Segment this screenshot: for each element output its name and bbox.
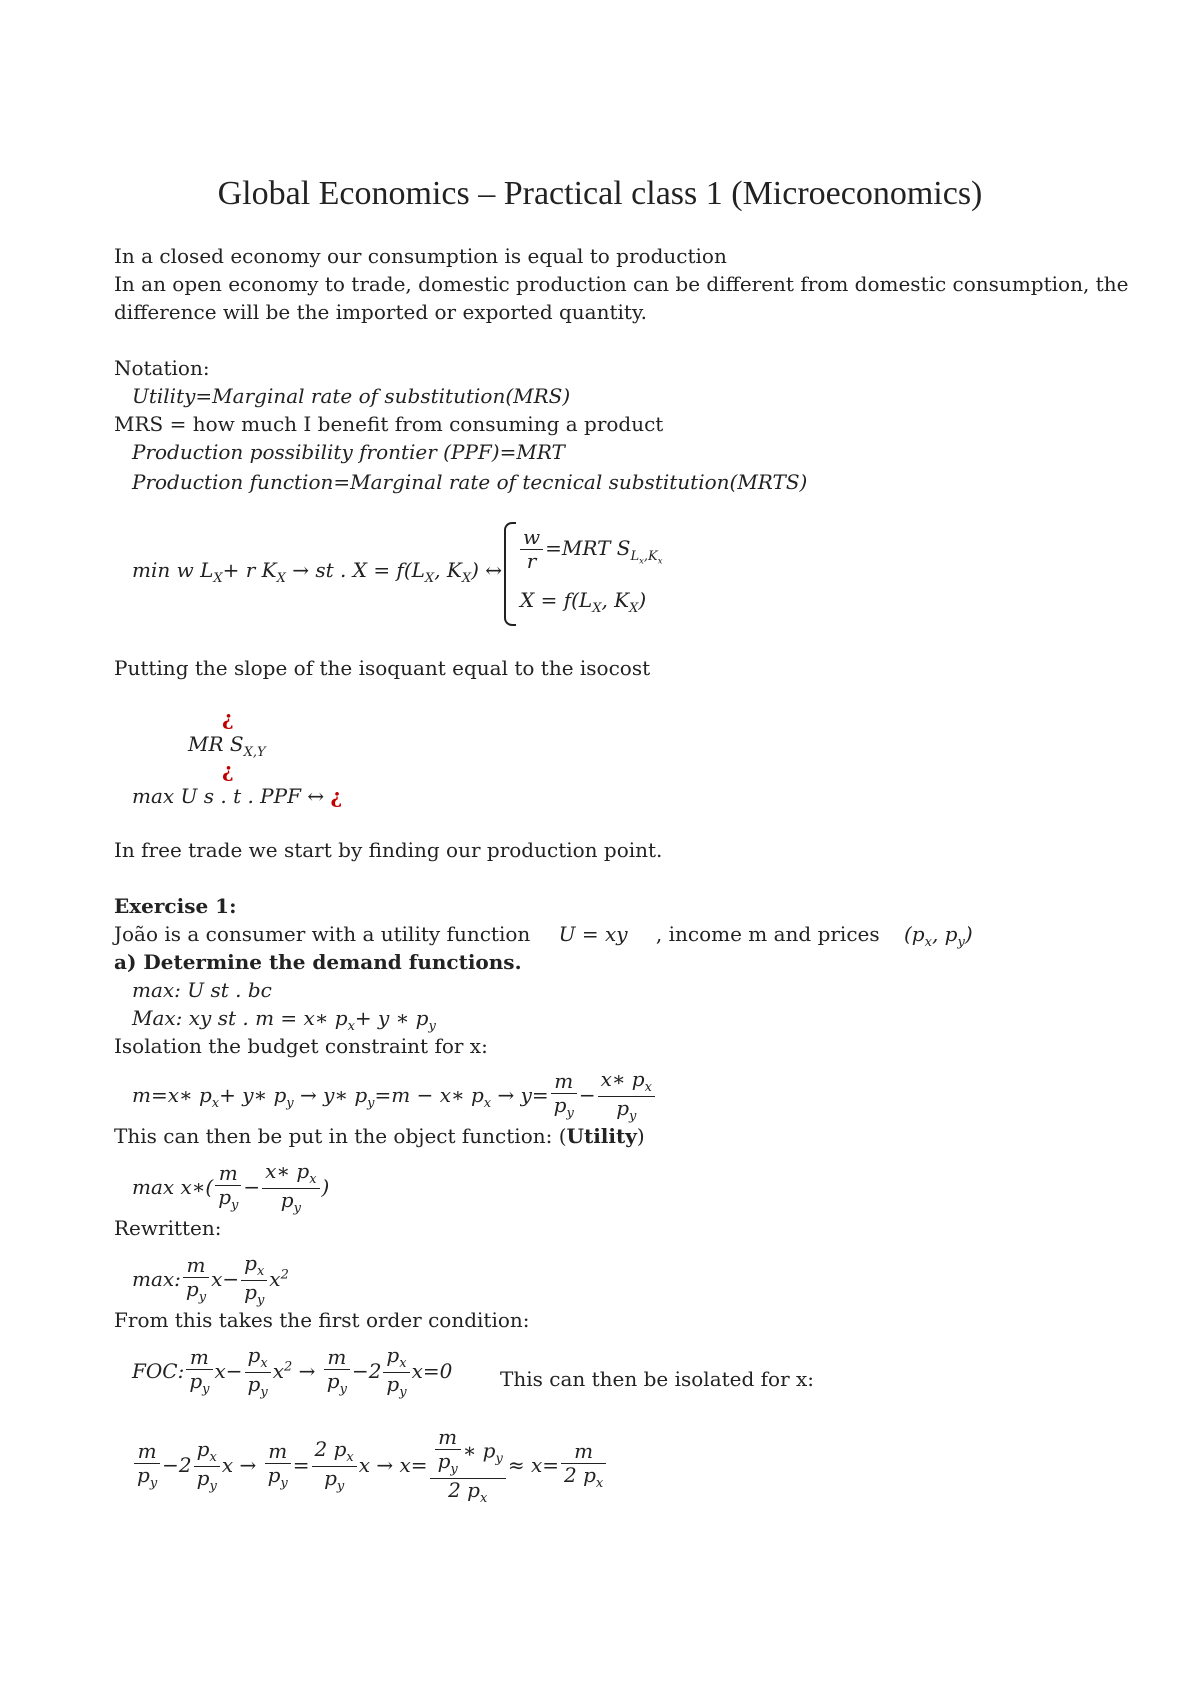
budget-isolation-equation: m=x∗ $p_x+$ y∗ $p_y$ → y∗ $p_y=m$ − x∗ $p_x \to y=$ $\frac{m}{p_y}$ − $\frac{x∗ p_x}{p_y}$: [132, 1068, 657, 1125]
objective-equation: max x∗( $\frac{m}{p_y}$ − $\frac{x∗ p_x}{p_y}$ ): [132, 1159, 330, 1216]
notation-utility: Utility=Marginal rate of substitution(MRS): [132, 384, 571, 408]
max-utility-ppf: max U s . t . PPF ↔ ¿: [132, 784, 343, 808]
intro-line-3: difference will be the imported or exported quantity.: [114, 300, 647, 324]
isolate-text: This can then be isolated for x:: [500, 1367, 815, 1391]
notation-heading: Notation:: [114, 356, 210, 380]
notation-mrs-definition: MRS = how much I benefit from consuming a product: [114, 412, 664, 436]
isolation-text: Isolation the budget constraint for x:: [114, 1034, 488, 1058]
intro-line-2: In an open economy to trade, domestic production can be different from domestic consumption, the: [114, 272, 1129, 296]
placeholder-glyph-1: ¿: [222, 706, 234, 730]
exercise-heading: Exercise 1:: [114, 894, 237, 918]
cost-min-equation: min w $L_X+ r$ $K_X$ → st . $X = f(L_X$, $K_X$) ↔: [132, 558, 503, 586]
intro-line-1: In a closed economy our consumption is equal to production: [114, 244, 727, 268]
foc-equation: FOC: $\frac{m}{p_y}$ x− $\frac{p_x}{p_y}$ $x^2$ → $\frac{m}{p_y}$ −2 $\frac{p_x}{p_y}$ x=0: [132, 1343, 453, 1400]
exercise-statement: João is a consumer with a utility function U = xy , income m and prices ($p_x$, $p_y$): [114, 922, 973, 950]
mrs-xy: MR $S_{X,Y}$: [188, 732, 266, 760]
object-function-text: This can then be put in the object function: (Utility): [114, 1124, 645, 1148]
slope-text: Putting the slope of the isoquant equal to the isocost: [114, 656, 651, 680]
system-brace: [504, 522, 516, 626]
free-trade-text: In free trade we start by finding our production point.: [114, 838, 663, 862]
notation-ppf: Production possibility frontier (PPF)=MRT: [132, 440, 565, 464]
placeholder-glyph-2: ¿: [222, 758, 234, 782]
production-constraint: $X = f(L_X$, $K_X$): [520, 588, 647, 616]
part-a-heading: a) Determine the demand functions.: [114, 950, 522, 974]
page-title: Global Economics – Practical class 1 (Microeconomics): [217, 175, 983, 212]
max-xy-budget: Max: xy st . m = x∗ $p_x+ y$ ∗ $p_y$: [132, 1006, 436, 1034]
max-bc: max: U st . bc: [132, 978, 272, 1002]
foc-text: From this takes the first order condition:: [114, 1308, 530, 1332]
rewritten-equation: max: $\frac{m}{p_y}$ x− $\frac{p_x}{p_y}$ $x^2$: [132, 1251, 289, 1308]
mrts-condition: $\frac{w}{r}$ =MRT $S_{L_x,K_x}$: [518, 526, 663, 573]
notation-production-function: Production function=Marginal rate of tecnical substitution(MRTS): [132, 470, 808, 494]
solution-equation: $\frac{m}{p_y}$ −2 $\frac{p_x}{p_y}$ x → $\frac{m}{p_y}$ = $\frac{2 p_x}{p_y}$ x → x= $\frac{m}{p_y}$ ∗ $p_y$ 2 $p_x$ ≈ x= $\frac{m}{2 p_x}$: [132, 1426, 608, 1507]
rewritten-text: Rewritten:: [114, 1216, 222, 1240]
